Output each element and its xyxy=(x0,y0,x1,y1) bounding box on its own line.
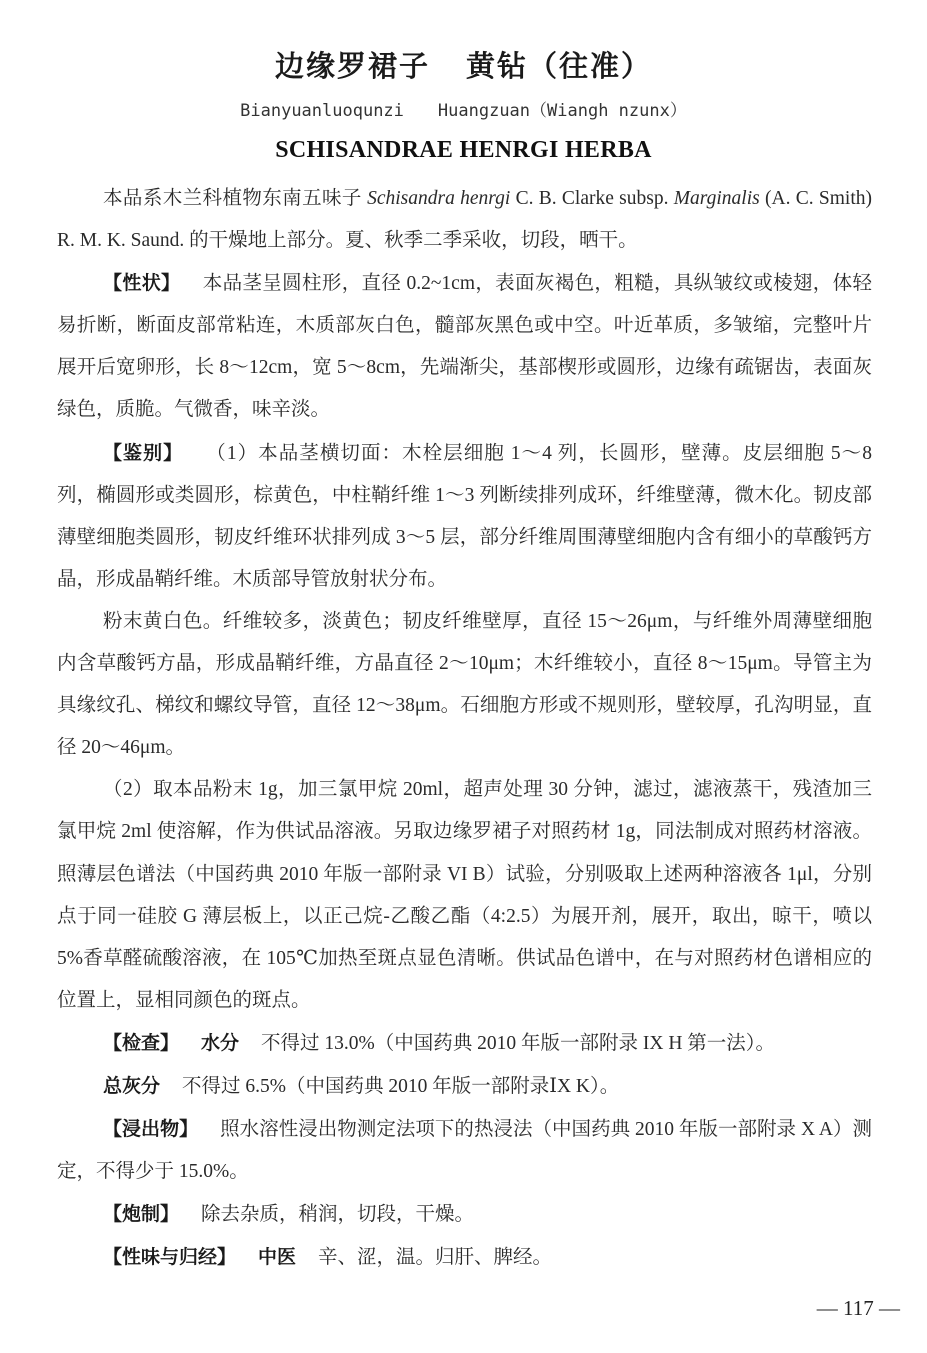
intro-text-b: C. B. Clarke subsp. xyxy=(510,188,674,209)
identification-text-2: 粉末黄白色。纤维较多，淡黄色；韧皮纤维壁厚，直径 15～26μm，与纤维外周薄壁细胞内含草酸钙方晶，形成晶鞘纤维，方晶直径 2～10μm；木纤维较小，直径 8～15μm。导管主为具缘纹孔、梯纹和螺纹导管，直径 12～38μm。石细胞方形或不规则形，壁较厚，孔沟明显，直径 20～46μm。 xyxy=(57,610,872,759)
nature-text: 辛、涩，温。归肝、脾经。 xyxy=(318,1247,553,1269)
processing-text: 除去杂质，稍润，切段，干燥。 xyxy=(201,1204,475,1226)
page-number: — 117 — xyxy=(816,1296,900,1320)
ash-text: 不得过 6.5%（中国药典 2010 年版一部附录ⅠX K）。 xyxy=(182,1075,620,1097)
monograph-body xyxy=(57,178,872,1279)
species-name: Schisandra henrgi xyxy=(367,188,511,209)
intro-text-c: (A. C. Smith) R. M. K. Saund. 的干燥地上部分。夏、秋季二季采收，切段，晒干。 xyxy=(57,188,872,252)
subspecies-name: Marginalis xyxy=(673,188,760,209)
intro-paragraph xyxy=(57,178,872,262)
nature-paragraph xyxy=(57,1236,872,1279)
identification-paragraph-2 xyxy=(57,601,872,769)
ash-label: 总灰分 xyxy=(103,1074,161,1097)
pinyin-chinese: Bianyuanluoqunzi xyxy=(240,101,404,121)
identification-paragraph-3 xyxy=(57,769,872,1022)
processing-paragraph xyxy=(57,1193,872,1236)
moisture-label: 水分 xyxy=(201,1031,240,1054)
nature-heading: 【性味与归经】 xyxy=(103,1246,237,1269)
page-title xyxy=(0,44,927,85)
identification-text-3: （2）取本品粉末 1g，加三氯甲烷 20ml，超声处理 30 分钟，滤过，滤液蒸干，残渣加三氯甲烷 2ml 使溶解，作为供试品溶液。另取边缘罗裙子对照药材 1g，同法制成对照药材溶液。照薄层色谱法（中国药典 2010 年版一部附录 VI B）试验，分别吸取上述两种溶液各 1μl，分别点于同一硅胶 G 薄层板上，以正己烷-乙酸乙酯（4:2.5）为展开剂，展开，取出，晾干，喷以 5%香草醛硫酸溶液，在 105℃加热至斑点显色清晰。供试品色谱中，在与对照药材色谱相应的位置上，显相同颜色的斑点。 xyxy=(57,779,872,1011)
title-zhuang-name: 黄钻（往准） xyxy=(466,49,653,83)
title-chinese-name: 边缘罗裙子 xyxy=(274,49,430,83)
identification-heading: 【鉴别】 xyxy=(103,441,184,464)
inspection-heading: 【检查】 xyxy=(103,1031,180,1054)
inspection-paragraph xyxy=(57,1022,872,1065)
processing-heading: 【炮制】 xyxy=(103,1203,180,1226)
pinyin-line xyxy=(0,96,927,121)
character-heading: 【性状】 xyxy=(103,272,181,295)
pinyin-zhuang: Huangzuan（Wiangh nzunx） xyxy=(437,101,687,121)
identification-text-1: （1）本品茎横切面：木栓层细胞 1～4 列，长圆形，壁薄。皮层细胞 5～8 列，椭圆形或类圆形，棕黄色，中柱鞘纤维 1～3 列断续排列成环，纤维壁薄，微木化。韧皮部薄壁细胞类圆形，韧皮纤维环状排列成 3～5 层，部分纤维周围薄壁细胞内含有细小的草酸钙方晶，形成晶鞘纤维。木质部导管放射状分布。 xyxy=(57,442,872,590)
extract-text: 照水溶性浸出物测定法项下的热浸法（中国药典 2010 年版一部附录 X A）测定，不得少于 15.0%。 xyxy=(57,1119,872,1183)
character-paragraph xyxy=(57,262,872,431)
intro-text-a: 本品系木兰科植物东南五味子 xyxy=(103,188,368,209)
identification-paragraph-1 xyxy=(57,432,872,601)
character-text: 本品茎呈圆柱形，直径 0.2~1cm，表面灰褐色，粗糙，具纵皱纹或棱翅，体轻易折断，断面皮部常粘连，木质部灰白色，髓部灰黑色或中空。叶近革质，多皱缩，完整叶片展开后宽卵形，长 8～12cm，宽 5～8cm，先端渐尖，基部楔形或圆形，边缘有疏锯齿，表面灰绿色，质脆。气微香，味辛淡。 xyxy=(57,273,872,421)
extract-paragraph xyxy=(57,1108,872,1193)
moisture-text: 不得过 13.0%（中国药典 2010 年版一部附录 IX H 第一法）。 xyxy=(261,1032,776,1054)
extract-heading: 【浸出物】 xyxy=(103,1118,199,1141)
nature-tcm-label: 中医 xyxy=(258,1246,297,1269)
latin-name: SCHISANDRAE HENRGI HERBA xyxy=(275,137,652,163)
ash-paragraph xyxy=(57,1065,872,1108)
